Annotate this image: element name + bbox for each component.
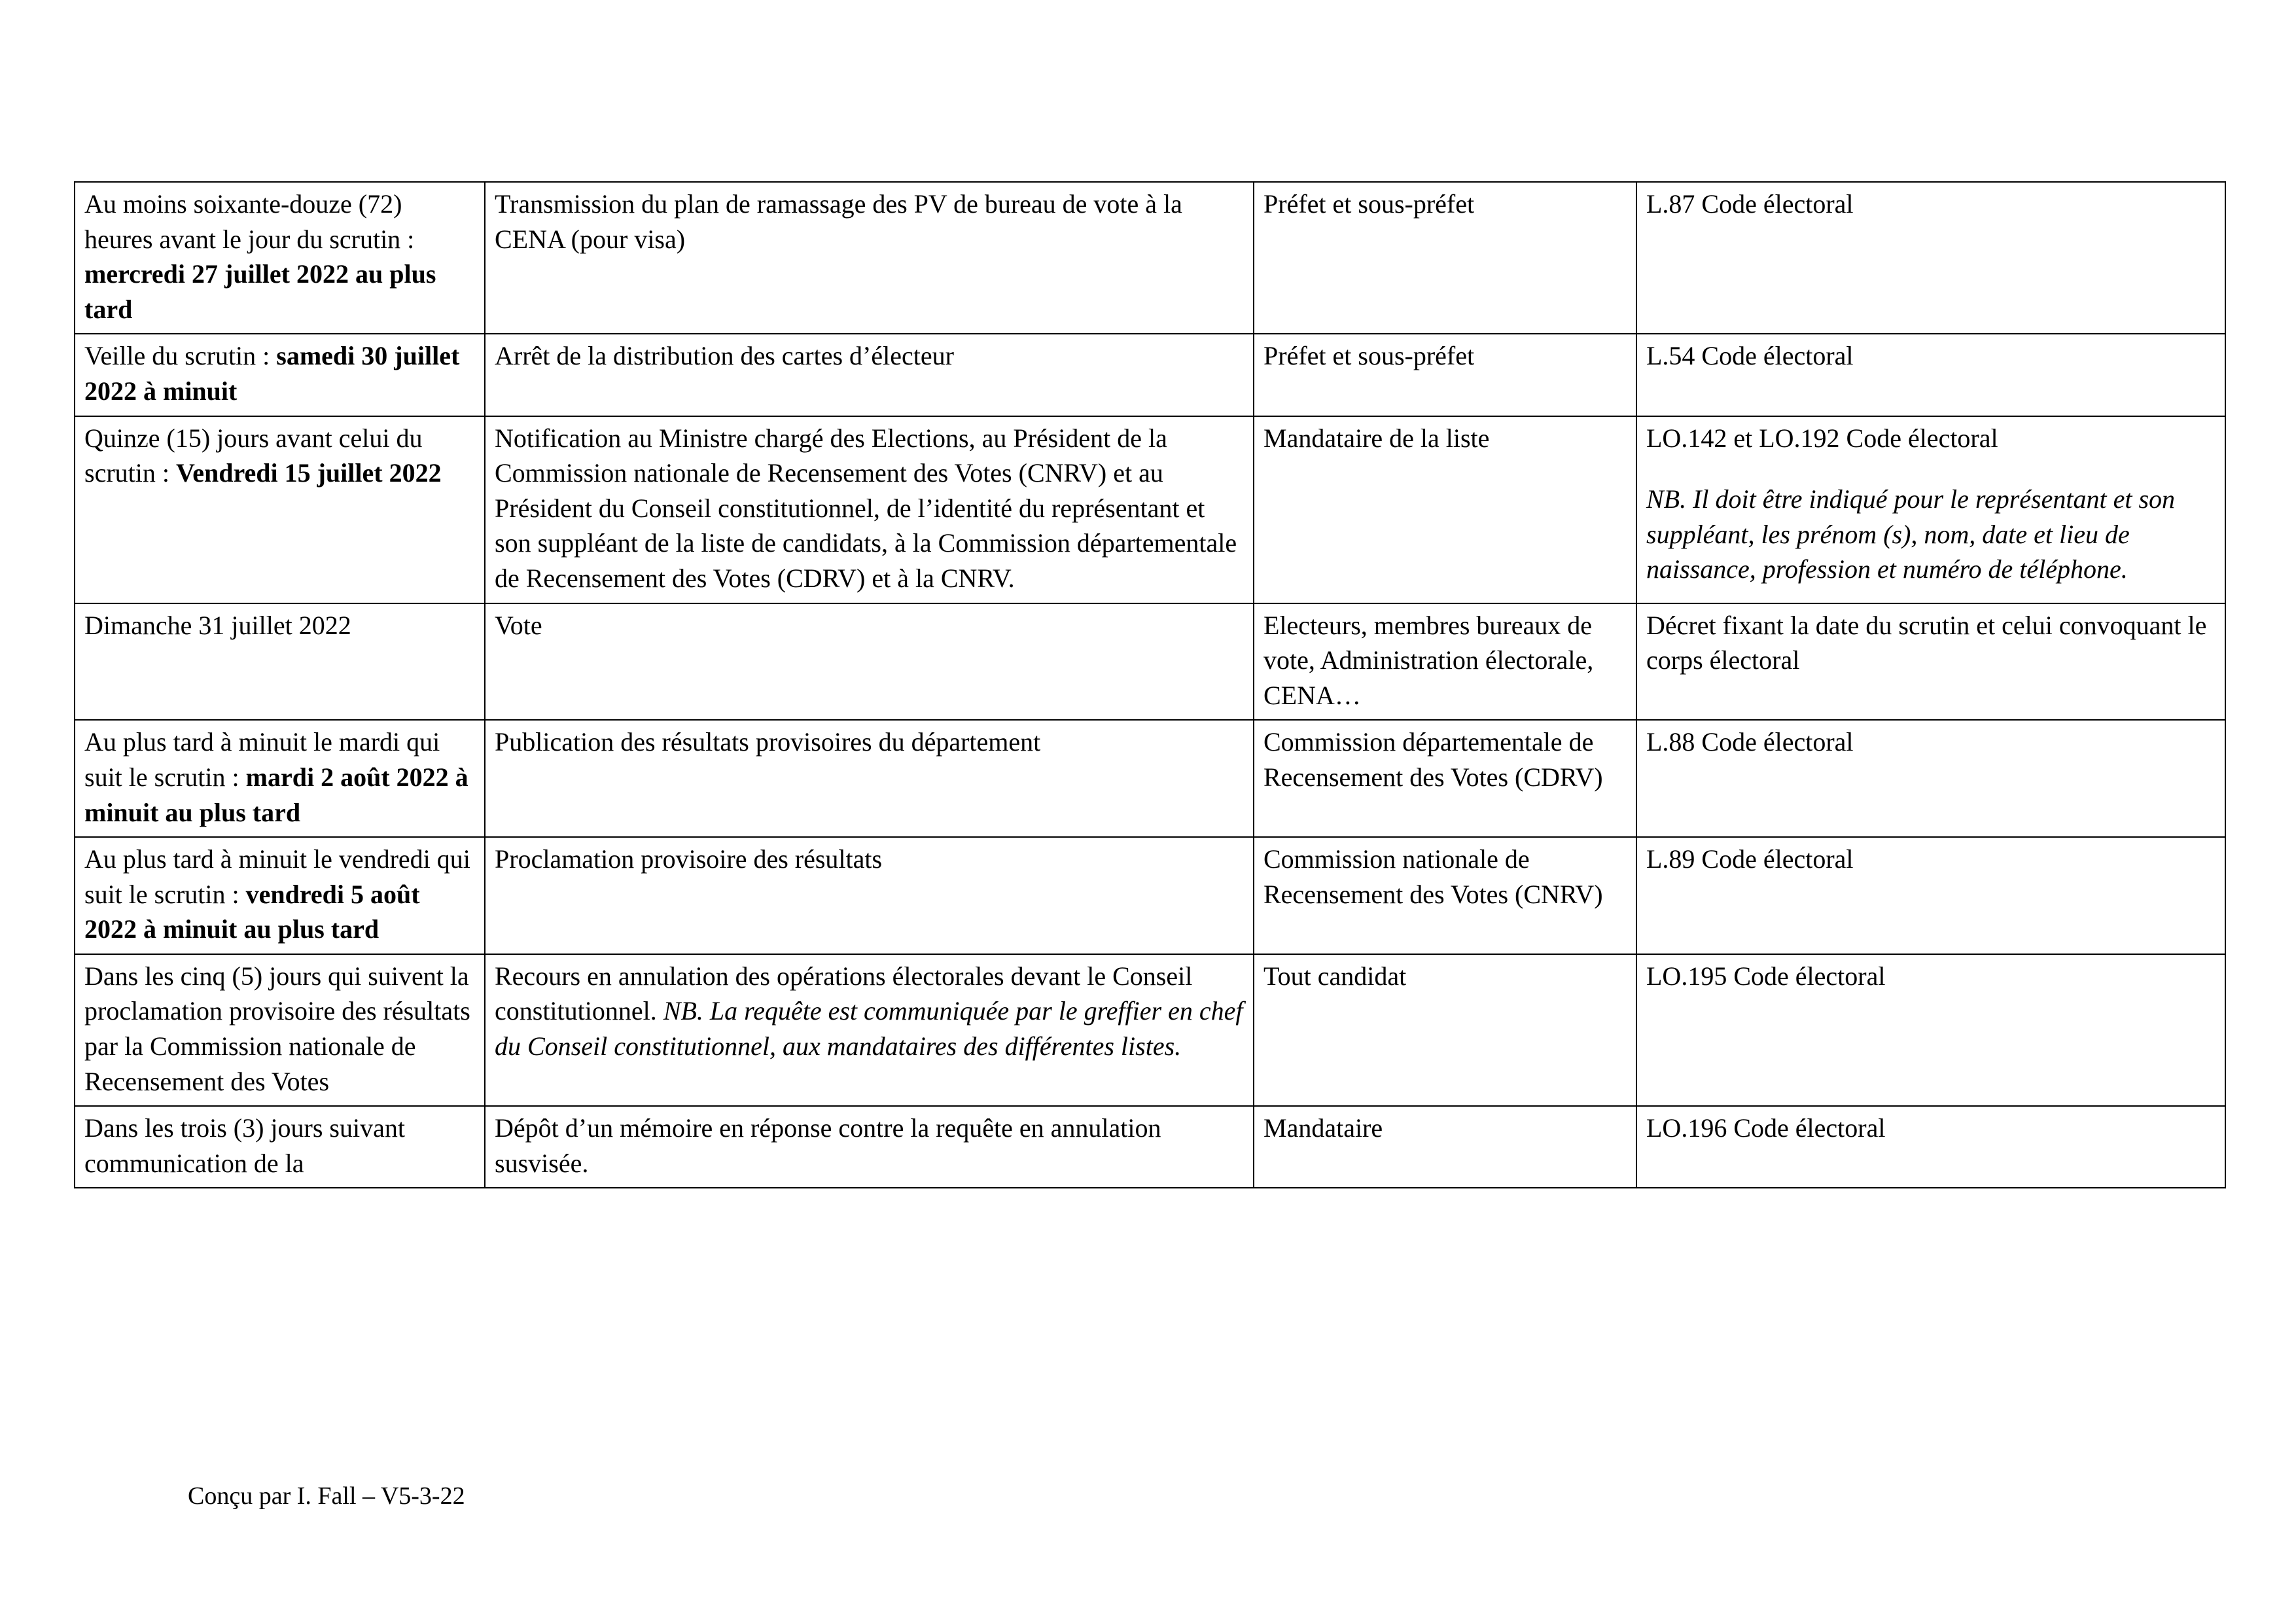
echeance-text: Dimanche 31 juillet 2022	[84, 610, 351, 640]
echeance-date-bold: mardi 2 août 2022 à minuit au plus tard	[84, 762, 468, 827]
reference-nb-note: NB. Il doit être indiqué pour le représentant et son suppléant, les prénom (s), nom, date et lieu de naissance, profession et numéro de téléphone.	[1646, 484, 2182, 584]
cell-echeance	[75, 334, 485, 416]
cell-reference	[1636, 603, 2225, 721]
reference-text: L.54 Code électoral	[1646, 341, 1854, 371]
operation-text: Vote	[495, 610, 542, 640]
acteurs-text: Commission nationale de Recensement des Votes (CNRV)	[1263, 844, 1603, 909]
cell-echeance	[75, 1106, 485, 1188]
electoral-calendar-table	[74, 181, 2226, 1188]
cell-acteurs	[1254, 182, 1636, 334]
acteurs-text: Préfet et sous-préfet	[1263, 189, 1475, 219]
cell-operation	[485, 334, 1254, 416]
reference-text: LO.196 Code électoral	[1646, 1113, 1886, 1143]
echeance-text: Quinze (15) jours avant celui du scrutin :	[84, 423, 436, 488]
cell-acteurs	[1254, 954, 1636, 1106]
cell-reference	[1636, 334, 2225, 416]
cell-acteurs	[1254, 334, 1636, 416]
operation-text: Arrêt de la distribution des cartes d’électeur	[495, 341, 954, 371]
table-row	[75, 182, 2225, 334]
spacer	[1646, 455, 2217, 482]
cell-reference	[1636, 416, 2225, 603]
cell-acteurs	[1254, 1106, 1636, 1188]
echeance-text: Dans les cinq (5) jours qui suivent la proclamation provisoire des résultats par la Commission nationale de Recensement des Votes	[84, 961, 477, 1096]
cell-reference	[1636, 837, 2225, 954]
operation-text: Notification au Ministre chargé des Elections, au Président de la Commission nationale de Recensement des Votes (CNRV) et au Président du Conseil constitutionnel, de l’identité du représentant et son suppléant de la liste de candidats, à la Commission départementale de Recensement des Votes (CDRV) et à la CNRV.	[495, 423, 1244, 593]
acteurs-text: Commission départementale de Recensement des Votes (CDRV)	[1263, 727, 1603, 792]
cell-reference	[1636, 720, 2225, 837]
table-row	[75, 1106, 2225, 1188]
cell-operation	[485, 1106, 1254, 1188]
table-row	[75, 334, 2225, 416]
acteurs-text: Tout candidat	[1263, 961, 1407, 991]
echeance-date-bold: vendredi 5 août 2022 à minuit au plus tard	[84, 879, 420, 944]
echeance-text: Au plus tard à minuit le vendredi qui suit le scrutin :	[84, 844, 477, 909]
reference-text: LO.142 et LO.192 Code électoral	[1646, 423, 1998, 453]
cell-echeance	[75, 837, 485, 954]
table-row	[75, 954, 2225, 1106]
operation-nb-note: NB. La requête est communiquée par le greffier en chef du Conseil constitutionnel, aux mandataires des différentes listes.	[495, 996, 1250, 1061]
cell-echeance	[75, 182, 485, 334]
cell-operation	[485, 416, 1254, 603]
cell-operation	[485, 837, 1254, 954]
echeance-text: Veille du scrutin :	[84, 341, 277, 371]
reference-text: L.88 Code électoral	[1646, 727, 1854, 757]
cell-reference	[1636, 1106, 2225, 1188]
reference-text: Décret fixant la date du scrutin et celui convoquant le corps électoral	[1646, 610, 2214, 675]
echeance-text: Au plus tard à minuit le mardi qui suit le scrutin :	[84, 727, 447, 792]
table-row	[75, 603, 2225, 721]
page-footer-note: Conçu par I. Fall – V5-3-22	[188, 1482, 465, 1510]
table-row	[75, 837, 2225, 954]
reference-text: LO.195 Code électoral	[1646, 961, 1886, 991]
cell-echeance	[75, 603, 485, 721]
cell-acteurs	[1254, 837, 1636, 954]
cell-echeance	[75, 954, 485, 1106]
operation-text: Dépôt d’un mémoire en réponse contre la requête en annulation susvisée.	[495, 1113, 1168, 1178]
echeance-text: Au moins soixante-douze (72) heures avant le jour du scrutin :	[84, 189, 421, 254]
cell-echeance	[75, 416, 485, 603]
cell-operation	[485, 182, 1254, 334]
operation-text: Proclamation provisoire des résultats	[495, 844, 883, 874]
echeance-text: Dans les trois (3) jours suivant communication de la	[84, 1113, 412, 1178]
cell-operation	[485, 603, 1254, 721]
operation-text: Recours en annulation des opérations électorales devant le Conseil constitutionnel.	[495, 961, 1199, 1026]
echeance-date-bold: mercredi 27 juillet 2022 au plus tard	[84, 259, 436, 324]
echeance-date-bold: Vendredi 15 juillet 2022	[175, 458, 442, 488]
acteurs-text: Electeurs, membres bureaux de vote, Administration électorale, CENA…	[1263, 610, 1600, 710]
cell-acteurs	[1254, 720, 1636, 837]
acteurs-text: Mandataire	[1263, 1113, 1383, 1143]
cell-operation	[485, 954, 1254, 1106]
cell-reference	[1636, 954, 2225, 1106]
cell-echeance	[75, 720, 485, 837]
reference-text: L.89 Code électoral	[1646, 844, 1854, 874]
cell-operation	[485, 720, 1254, 837]
acteurs-text: Préfet et sous-préfet	[1263, 341, 1475, 371]
acteurs-text: Mandataire de la liste	[1263, 423, 1490, 453]
echeance-date-bold: samedi 30 juillet 2022 à minuit	[84, 341, 460, 406]
operation-text: Publication des résultats provisoires du département	[495, 727, 1041, 757]
cell-acteurs	[1254, 416, 1636, 603]
electoral-calendar-table-wrapper	[74, 181, 2225, 1188]
reference-text: L.87 Code électoral	[1646, 189, 1854, 219]
cell-reference	[1636, 182, 2225, 334]
cell-acteurs	[1254, 603, 1636, 721]
operation-text: Transmission du plan de ramassage des PV de bureau de vote à la CENA (pour visa)	[495, 189, 1189, 254]
table-row	[75, 416, 2225, 603]
table-row	[75, 720, 2225, 837]
